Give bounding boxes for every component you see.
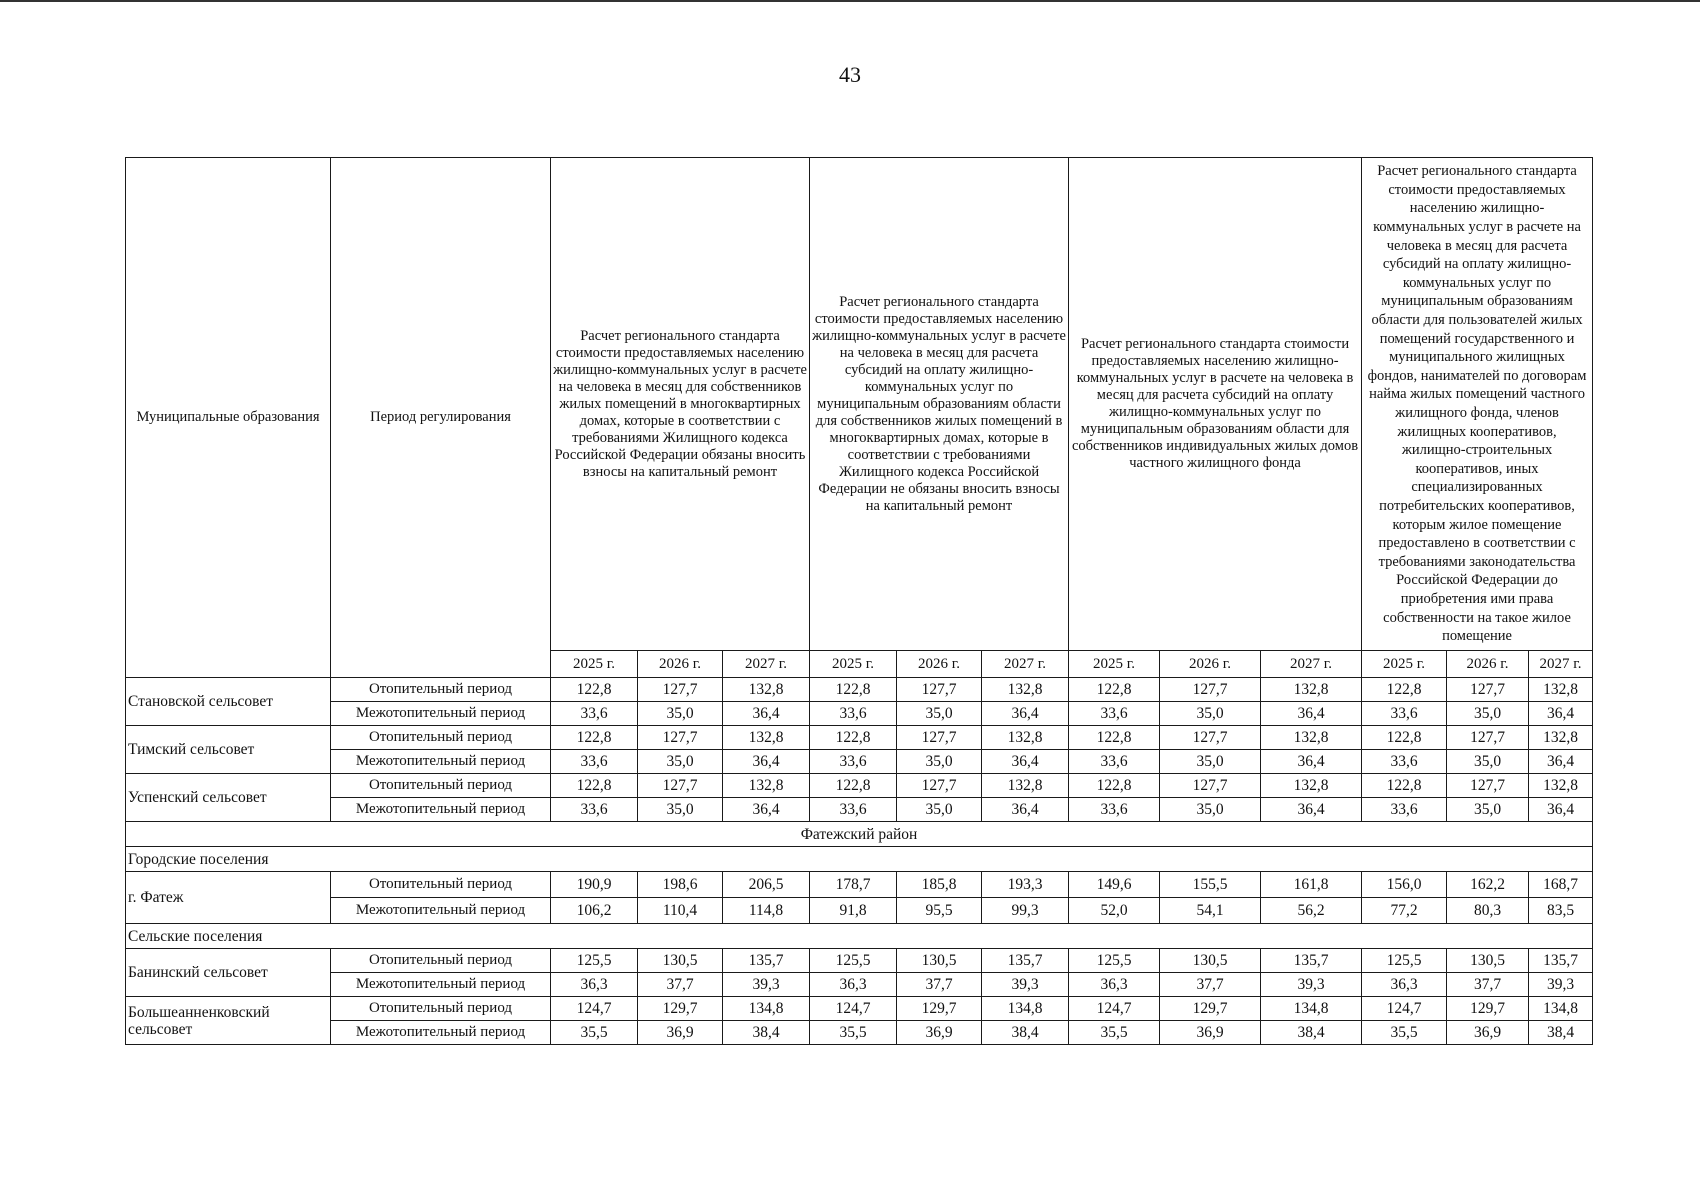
value-cell: 36,3 [1069, 973, 1160, 997]
value-cell: 132,8 [723, 726, 810, 750]
value-cell: 130,5 [1447, 949, 1529, 973]
municipality-name: Успенский сельсовет [126, 774, 331, 822]
period-non-heating: Межотопительный период [331, 1021, 551, 1045]
value-cell: 35,5 [1362, 1021, 1447, 1045]
period-non-heating: Межотопительный период [331, 973, 551, 997]
value-cell: 35,0 [897, 798, 982, 822]
group-row [126, 924, 1593, 949]
tariff-table-container [125, 157, 1592, 1045]
year-header: 2026 г. [897, 651, 982, 678]
value-cell: 132,8 [723, 678, 810, 702]
value-cell: 125,5 [1362, 949, 1447, 973]
period-heating: Отопительный период [331, 997, 551, 1021]
value-cell: 35,0 [1447, 702, 1529, 726]
table-body-rural [126, 949, 1593, 1045]
value-cell: 127,7 [897, 678, 982, 702]
table-row [126, 898, 1593, 924]
value-cell: 198,6 [638, 872, 723, 898]
header-municipality: Муниципальные образования [126, 158, 331, 678]
value-cell: 129,7 [638, 997, 723, 1021]
value-cell: 122,8 [1069, 678, 1160, 702]
year-header: 2026 г. [1160, 651, 1261, 678]
value-cell: 206,5 [723, 872, 810, 898]
value-cell: 127,7 [897, 774, 982, 798]
value-cell: 36,4 [1261, 798, 1362, 822]
value-cell: 36,4 [982, 702, 1069, 726]
region-row [126, 822, 1593, 847]
table-row [126, 798, 1593, 822]
year-header: 2025 г. [1069, 651, 1160, 678]
value-cell: 127,7 [1447, 678, 1529, 702]
value-cell: 33,6 [1362, 702, 1447, 726]
year-header: 2025 г. [1362, 651, 1447, 678]
value-cell: 36,9 [1447, 1021, 1529, 1045]
value-cell: 36,3 [551, 973, 638, 997]
value-cell: 36,4 [1529, 702, 1593, 726]
table-row [126, 949, 1593, 973]
value-cell: 185,8 [897, 872, 982, 898]
value-cell: 39,3 [982, 973, 1069, 997]
value-cell: 122,8 [551, 774, 638, 798]
top-edge-rule [0, 0, 1700, 2]
table-body-urban [126, 872, 1593, 924]
period-heating: Отопительный период [331, 726, 551, 750]
value-cell: 125,5 [551, 949, 638, 973]
value-cell: 129,7 [1160, 997, 1261, 1021]
value-cell: 127,7 [638, 678, 723, 702]
value-cell: 190,9 [551, 872, 638, 898]
value-cell: 36,9 [897, 1021, 982, 1045]
value-cell: 99,3 [982, 898, 1069, 924]
table-row [126, 872, 1593, 898]
value-cell: 35,0 [1160, 798, 1261, 822]
value-cell: 110,4 [638, 898, 723, 924]
table-row [126, 702, 1593, 726]
value-cell: 127,7 [1160, 726, 1261, 750]
value-cell: 95,5 [897, 898, 982, 924]
value-cell: 155,5 [1160, 872, 1261, 898]
value-cell: 129,7 [897, 997, 982, 1021]
header-col1: Расчет регионального стандарта стоимости предоставляемых населению жилищно-коммунальных услуг в расчете на человека в месяц для собственников жилых помещений в многоквартирных домах, которые в соответствии с требованиями Жилищного кодекса Российской Федерации обязаны вносить взносы на капитальный ремонт [551, 158, 810, 651]
value-cell: 39,3 [1529, 973, 1593, 997]
value-cell: 156,0 [1362, 872, 1447, 898]
value-cell: 35,5 [810, 1021, 897, 1045]
value-cell: 38,4 [1261, 1021, 1362, 1045]
rural-section [126, 924, 1593, 949]
value-cell: 56,2 [1261, 898, 1362, 924]
value-cell: 132,8 [982, 726, 1069, 750]
value-cell: 36,4 [982, 750, 1069, 774]
year-header: 2026 г. [1447, 651, 1529, 678]
value-cell: 83,5 [1529, 898, 1593, 924]
value-cell: 135,7 [1261, 949, 1362, 973]
municipality-name: г. Фатеж [126, 872, 331, 924]
value-cell: 33,6 [551, 750, 638, 774]
period-non-heating: Межотопительный период [331, 702, 551, 726]
value-cell: 127,7 [1447, 774, 1529, 798]
header-period: Период регулирования [331, 158, 551, 678]
value-cell: 35,0 [1160, 702, 1261, 726]
value-cell: 135,7 [982, 949, 1069, 973]
value-cell: 122,8 [551, 678, 638, 702]
value-cell: 35,0 [1447, 798, 1529, 822]
value-cell: 161,8 [1261, 872, 1362, 898]
value-cell: 132,8 [982, 678, 1069, 702]
municipality-name: Банинский сельсовет [126, 949, 331, 997]
value-cell: 36,4 [723, 750, 810, 774]
value-cell: 135,7 [1529, 949, 1593, 973]
value-cell: 35,0 [897, 702, 982, 726]
value-cell: 106,2 [551, 898, 638, 924]
value-cell: 122,8 [1069, 774, 1160, 798]
value-cell: 127,7 [1447, 726, 1529, 750]
value-cell: 37,7 [1447, 973, 1529, 997]
value-cell: 129,7 [1447, 997, 1529, 1021]
value-cell: 132,8 [982, 774, 1069, 798]
value-cell: 52,0 [1069, 898, 1160, 924]
value-cell: 168,7 [1529, 872, 1593, 898]
value-cell: 130,5 [638, 949, 723, 973]
region-section [126, 822, 1593, 872]
municipality-name: Большеанненковский сельсовет [126, 997, 331, 1045]
value-cell: 33,6 [551, 702, 638, 726]
value-cell: 54,1 [1160, 898, 1261, 924]
value-cell: 33,6 [1362, 750, 1447, 774]
value-cell: 36,9 [1160, 1021, 1261, 1045]
value-cell: 132,8 [1529, 774, 1593, 798]
value-cell: 36,3 [810, 973, 897, 997]
value-cell: 178,7 [810, 872, 897, 898]
value-cell: 132,8 [723, 774, 810, 798]
value-cell: 132,8 [1261, 774, 1362, 798]
value-cell: 37,7 [897, 973, 982, 997]
value-cell: 35,5 [551, 1021, 638, 1045]
table-row [126, 997, 1593, 1021]
value-cell: 134,8 [1529, 997, 1593, 1021]
value-cell: 36,4 [723, 798, 810, 822]
value-cell: 35,0 [897, 750, 982, 774]
year-header: 2027 г. [1529, 651, 1593, 678]
value-cell: 33,6 [1362, 798, 1447, 822]
value-cell: 124,7 [1362, 997, 1447, 1021]
value-cell: 35,0 [638, 798, 723, 822]
value-cell: 193,3 [982, 872, 1069, 898]
value-cell: 127,7 [638, 726, 723, 750]
table-row [126, 1021, 1593, 1045]
value-cell: 77,2 [1362, 898, 1447, 924]
value-cell: 36,4 [1529, 798, 1593, 822]
period-non-heating: Межотопительный период [331, 898, 551, 924]
value-cell: 33,6 [810, 702, 897, 726]
year-header: 2025 г. [810, 651, 897, 678]
value-cell: 33,6 [551, 798, 638, 822]
value-cell: 36,9 [638, 1021, 723, 1045]
value-cell: 33,6 [810, 750, 897, 774]
value-cell: 132,8 [1529, 678, 1593, 702]
value-cell: 125,5 [810, 949, 897, 973]
year-header: 2027 г. [723, 651, 810, 678]
value-cell: 122,8 [810, 726, 897, 750]
table-row [126, 774, 1593, 798]
value-cell: 122,8 [810, 678, 897, 702]
group-row [126, 847, 1593, 872]
table-row [126, 750, 1593, 774]
year-header: 2026 г. [638, 651, 723, 678]
value-cell: 38,4 [982, 1021, 1069, 1045]
header-row [126, 158, 1593, 651]
value-cell: 134,8 [723, 997, 810, 1021]
municipality-name: Тимский сельсовет [126, 726, 331, 774]
value-cell: 39,3 [723, 973, 810, 997]
header-col2: Расчет регионального стандарта стоимости предоставляемых населению жилищно-коммунальных услуг в расчете на человека в месяц для расчета субсидий на оплату жилищно-коммунальных услуг по муниципальным образованиям области для собственников жилых помещений в многоквартирных домах, которые в соответствии с требованиями Жилищного кодекса Российской Федерации не обязаны вносить взносы на капитальный ремонт [810, 158, 1069, 651]
value-cell: 35,0 [638, 702, 723, 726]
year-header: 2025 г. [551, 651, 638, 678]
value-cell: 124,7 [551, 997, 638, 1021]
group-title-rural: Сельские поселения [126, 924, 1593, 949]
value-cell: 124,7 [1069, 997, 1160, 1021]
value-cell: 35,0 [1447, 750, 1529, 774]
value-cell: 36,4 [723, 702, 810, 726]
table-body-top [126, 678, 1593, 822]
value-cell: 36,4 [982, 798, 1069, 822]
value-cell: 162,2 [1447, 872, 1529, 898]
value-cell: 132,8 [1261, 678, 1362, 702]
value-cell: 35,0 [1160, 750, 1261, 774]
value-cell: 124,7 [810, 997, 897, 1021]
period-heating: Отопительный период [331, 872, 551, 898]
value-cell: 132,8 [1261, 726, 1362, 750]
value-cell: 122,8 [1362, 726, 1447, 750]
value-cell: 132,8 [1529, 726, 1593, 750]
value-cell: 36,4 [1261, 750, 1362, 774]
value-cell: 149,6 [1069, 872, 1160, 898]
municipality-name: Становской сельсовет [126, 678, 331, 726]
value-cell: 38,4 [723, 1021, 810, 1045]
value-cell: 134,8 [1261, 997, 1362, 1021]
value-cell: 134,8 [982, 997, 1069, 1021]
tariff-table [125, 157, 1593, 1045]
period-non-heating: Межотопительный период [331, 798, 551, 822]
table-row [126, 973, 1593, 997]
year-header: 2027 г. [1261, 651, 1362, 678]
value-cell: 33,6 [1069, 798, 1160, 822]
header-col3: Расчет регионального стандарта стоимости предоставляемых населению жилищно-коммунальных услуг в расчете на человека в месяц для расчета субсидий на оплату жилищно-коммунальных услуг по муниципальным образованиям области для собственников индивидуальных жилых домов частного жилищного фонда [1069, 158, 1362, 651]
value-cell: 127,7 [897, 726, 982, 750]
value-cell: 122,8 [1362, 678, 1447, 702]
value-cell: 37,7 [638, 973, 723, 997]
value-cell: 135,7 [723, 949, 810, 973]
header-col4: Расчет регионального стандарта стоимости предоставляемых населению жилищно-коммунальных услуг в расчете на человека в месяц для расчета субсидий на оплату жилищно-коммунальных услуг по муниципальным образованиям области для пользователей жилых помещений государственного и муниципального жилищных фондов, нанимателей по договорам найма жилых помещений частного жилищного фонда, членов жилищных кооперативов, жилищно-строительных кооперативов, иных специализированных потребительских кооперативов, которым жилое помещение предоставлено в соответствии с требованиями законодательства Российской Федерации до приобретения ими права собственности на такое жилое помещение [1362, 158, 1593, 651]
group-title-urban: Городские поселения [126, 847, 1593, 872]
table-row [126, 678, 1593, 702]
value-cell: 122,8 [1362, 774, 1447, 798]
value-cell: 122,8 [810, 774, 897, 798]
year-header: 2027 г. [982, 651, 1069, 678]
value-cell: 127,7 [1160, 774, 1261, 798]
period-heating: Отопительный период [331, 949, 551, 973]
value-cell: 127,7 [1160, 678, 1261, 702]
value-cell: 37,7 [1160, 973, 1261, 997]
value-cell: 33,6 [1069, 750, 1160, 774]
value-cell: 36,3 [1362, 973, 1447, 997]
value-cell: 35,0 [638, 750, 723, 774]
value-cell: 122,8 [1069, 726, 1160, 750]
value-cell: 33,6 [1069, 702, 1160, 726]
value-cell: 127,7 [638, 774, 723, 798]
region-title: Фатежский район [126, 822, 1593, 847]
value-cell: 39,3 [1261, 973, 1362, 997]
value-cell: 38,4 [1529, 1021, 1593, 1045]
value-cell: 80,3 [1447, 898, 1529, 924]
value-cell: 130,5 [1160, 949, 1261, 973]
value-cell: 114,8 [723, 898, 810, 924]
value-cell: 36,4 [1261, 702, 1362, 726]
table-row [126, 726, 1593, 750]
period-heating: Отопительный период [331, 678, 551, 702]
value-cell: 36,4 [1529, 750, 1593, 774]
value-cell: 125,5 [1069, 949, 1160, 973]
value-cell: 130,5 [897, 949, 982, 973]
value-cell: 33,6 [810, 798, 897, 822]
page-number: 43 [839, 62, 861, 87]
value-cell: 91,8 [810, 898, 897, 924]
value-cell: 122,8 [551, 726, 638, 750]
value-cell: 35,5 [1069, 1021, 1160, 1045]
period-heating: Отопительный период [331, 774, 551, 798]
period-non-heating: Межотопительный период [331, 750, 551, 774]
